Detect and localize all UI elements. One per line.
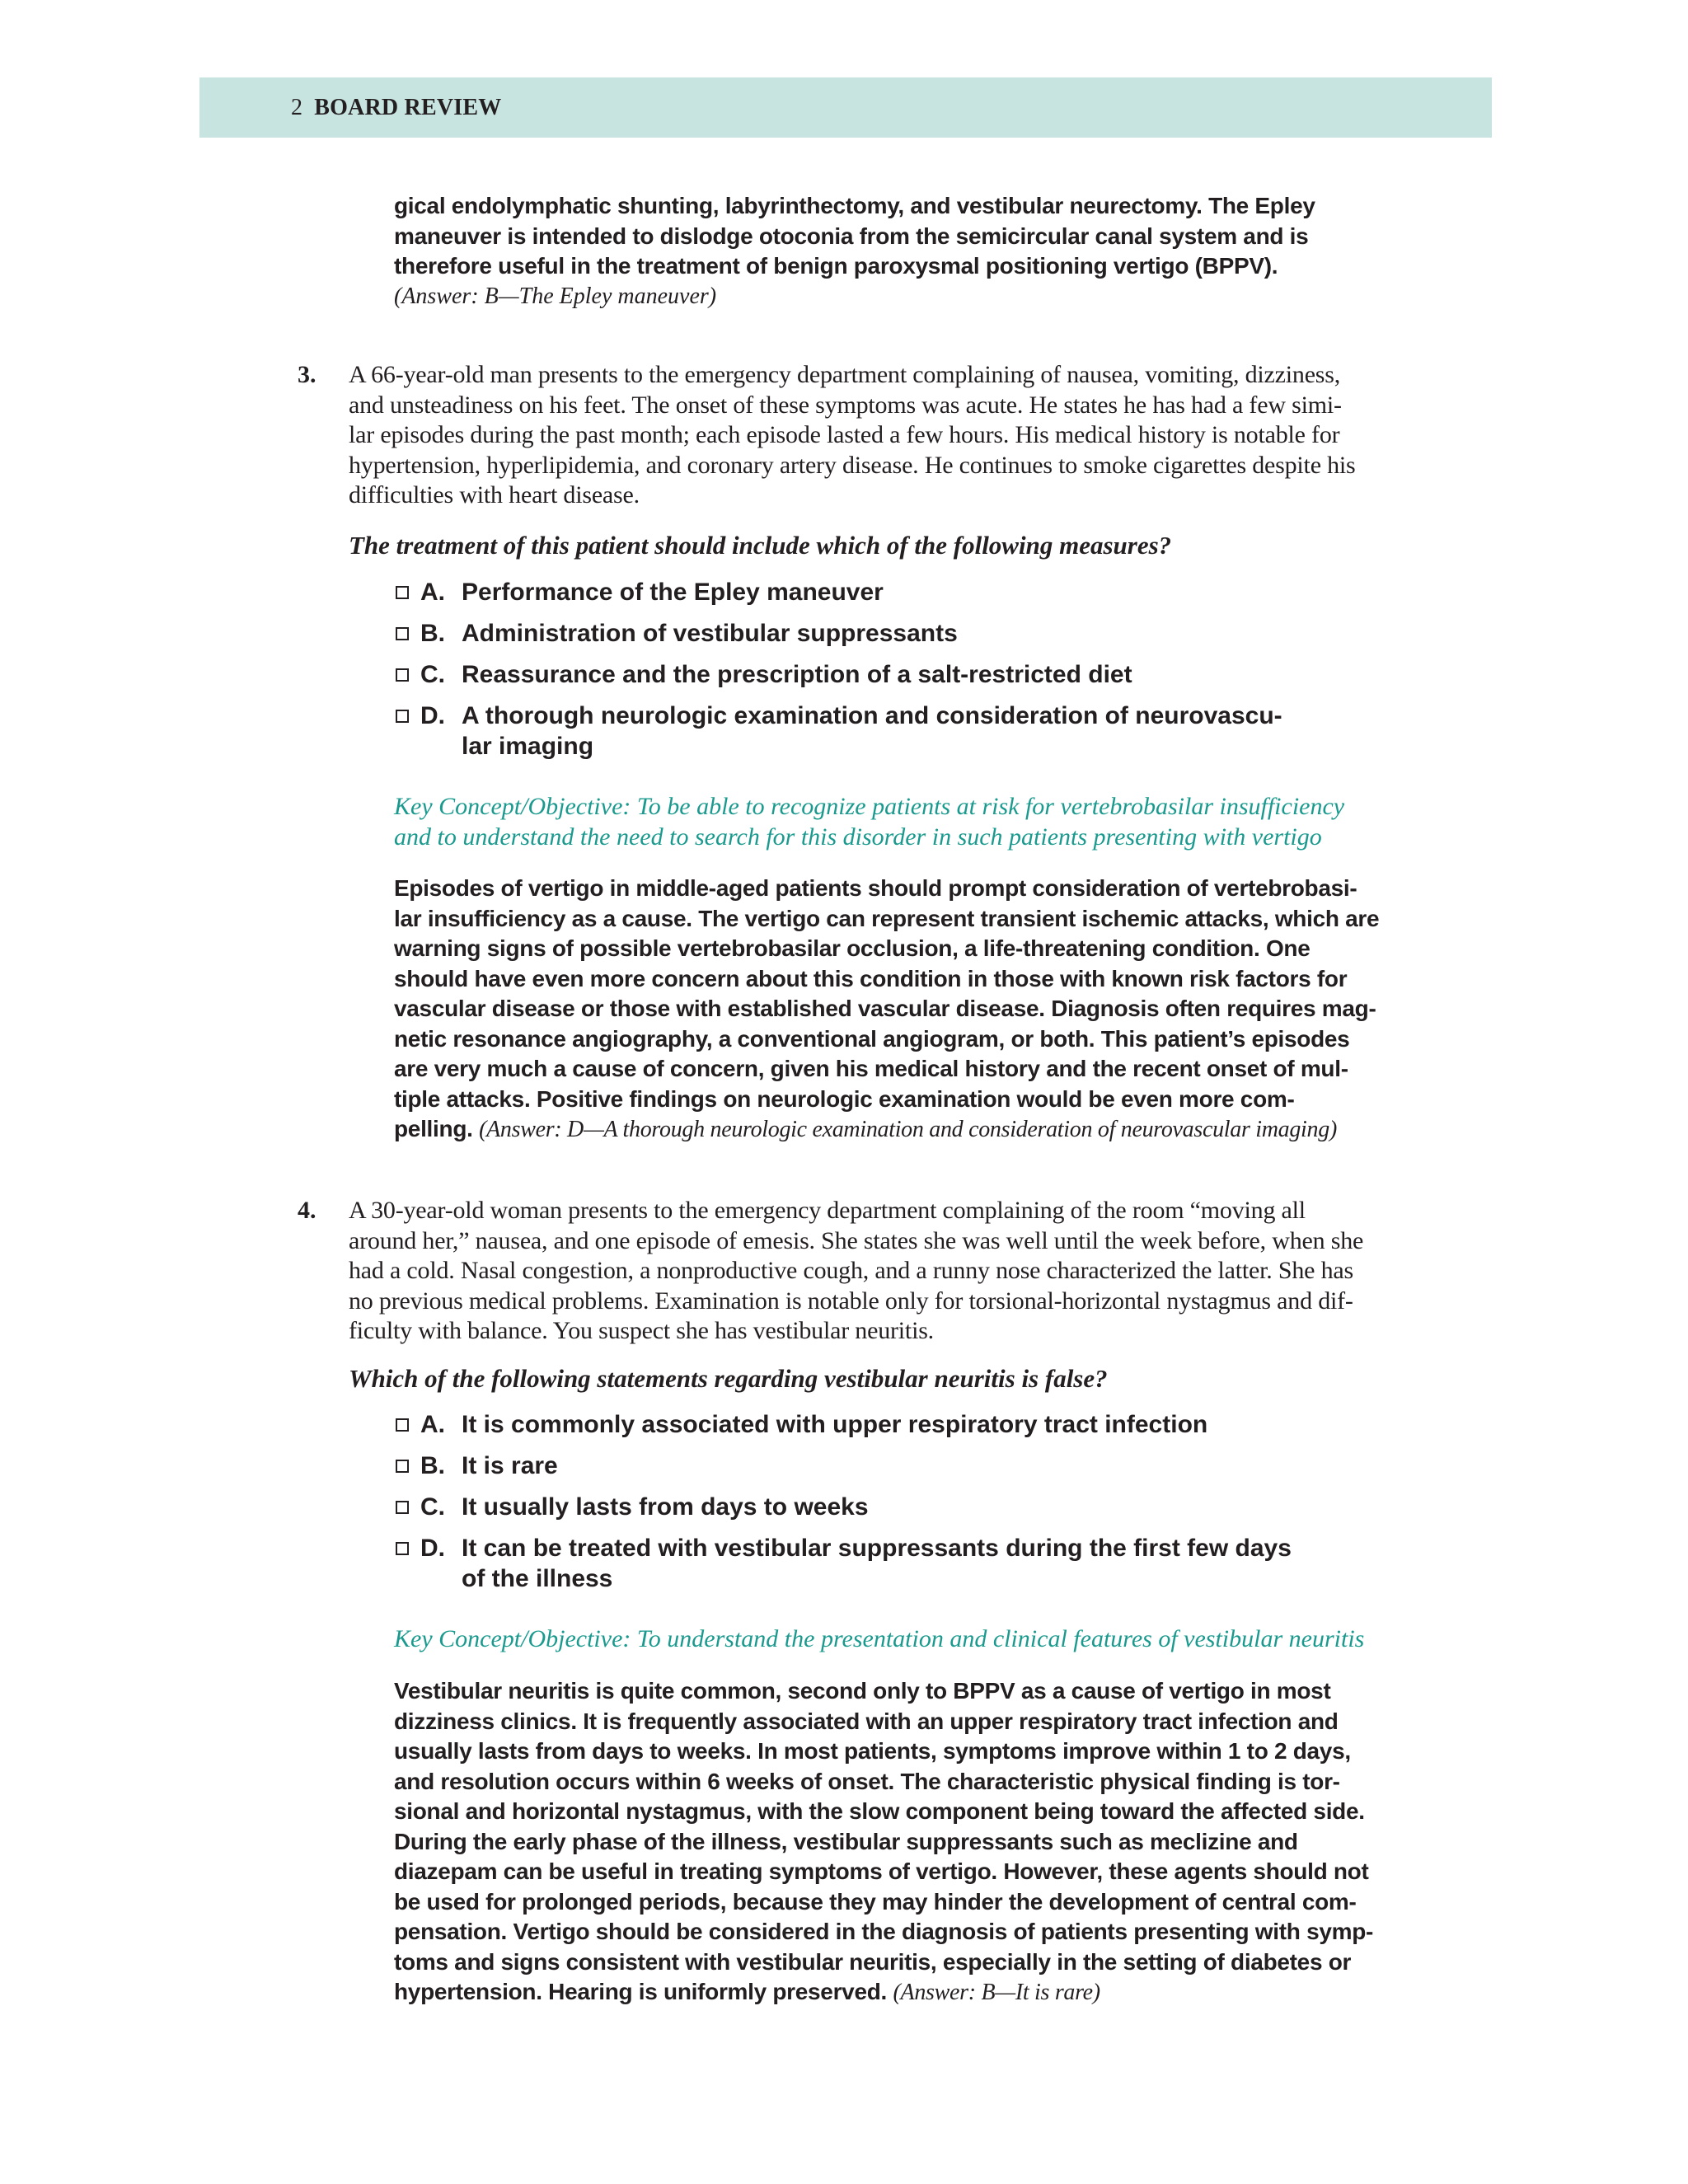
explanation-line: vascular disease or those with established vascular disease. Diagnosis often requires mag- [394, 996, 1376, 1021]
question-stem [349, 1196, 1490, 1347]
explanation-line: lar insufficiency as a cause. The vertigo can represent transient ischemic attacks, which are [394, 905, 1380, 931]
stem-line: around her,” nausea, and one episode of emesis. She states she was well until the week before, when she [349, 1226, 1364, 1254]
checkbox-icon[interactable] [396, 668, 409, 682]
explanation-line: should have even more concern about this condition in those with known risk factors for [394, 965, 1348, 991]
key-concept [394, 1624, 1482, 1655]
option-letter: D. [420, 702, 445, 729]
explanation-line: sional and horizontal nystagmus, with the slow component being toward the affected side. [394, 1798, 1365, 1824]
explanation-line: Vestibular neuritis is quite common, second only to BPPV as a cause of vertigo in most [394, 1678, 1331, 1704]
explanation-line: maneuver is intended to dislodge otoconia from the semicircular canal system and is [394, 223, 1309, 249]
stem-line: difficulties with heart disease. [349, 481, 640, 509]
stem-line: A 66-year-old man presents to the emergency department complaining of nausea, vomiting, dizziness, [349, 361, 1341, 388]
explanation-line: netic resonance angiography, a conventional angiogram, or both. This patient’s episodes [394, 1025, 1350, 1052]
explanation [394, 874, 1383, 1146]
explanation-line: diazepam can be useful in treating symptoms of vertigo. However, these agents should not [394, 1858, 1369, 1884]
explanation-line: and resolution occurs within 6 weeks of onset. The characteristic physical finding is tor- [394, 1768, 1340, 1794]
prev-answer: (Answer: B—The Epley maneuver) [394, 284, 717, 309]
key-concept-line: Key Concept/Objective: To be able to recognize patients at risk for vertebrobasilar insufficiency [394, 793, 1345, 820]
key-concept [394, 792, 1465, 852]
prev-explanation [394, 191, 1383, 282]
option-letter: C. [420, 661, 445, 688]
option-text-line: A thorough neurologic examination and consideration of neurovascu- [462, 702, 1282, 729]
key-concept-line: and to understand the need to search for this disorder in such patients presenting with vertigo [394, 823, 1322, 851]
question-number: 3. [298, 361, 316, 388]
option-letter: A. [420, 1411, 445, 1438]
checkbox-icon[interactable] [396, 1418, 409, 1432]
header-text [291, 93, 501, 123]
option-letter: A. [420, 579, 445, 606]
option-letter: C. [420, 1493, 445, 1521]
explanation-line: pensation. Vertigo should be considered in the diagnosis of patients presenting with symp- [394, 1919, 1374, 1944]
explanation-line: toms and signs consistent with vestibular neuritis, especially in the setting of diabetes or [394, 1948, 1352, 1975]
stem-line: had a cold. Nasal congestion, a nonproductive cough, and a runny nose characterized the latter. She has [349, 1257, 1353, 1284]
answer-text: (Answer: B—It is rare) [893, 1980, 1100, 2005]
option-text: Reassurance and the prescription of a salt-restricted diet [462, 661, 1132, 688]
explanation-line: be used for prolonged periods, because they may hinder the development of central com- [394, 1888, 1357, 1915]
checkbox-icon[interactable] [396, 1542, 409, 1555]
option-text-line: It can be treated with vestibular suppressants during the first few days [462, 1535, 1292, 1562]
explanation-line: gical endolymphatic shunting, labyrinthectomy, and vestibular neurectomy. The Epley [394, 193, 1315, 218]
question-prompt: The treatment of this patient should include which of the following measures? [349, 531, 1172, 560]
explanation-line: During the early phase of the illness, vestibular suppressants such as meclizine and [394, 1828, 1298, 1854]
option-letter: B. [420, 1452, 445, 1479]
checkbox-icon[interactable] [396, 627, 409, 640]
explanation-last-text: pelling. [394, 1116, 473, 1141]
explanation-line: are very much a cause of concern, given his medical history and the recent onset of mul- [394, 1056, 1348, 1081]
question-number: 4. [298, 1197, 316, 1224]
explanation-line: dizziness clinics. It is frequently associated with an upper respiratory tract infection and [394, 1708, 1339, 1734]
option-text: It usually lasts from days to weeks [462, 1493, 869, 1521]
option-text [462, 701, 1385, 762]
question-prompt: Which of the following statements regarding vestibular neuritis is false? [349, 1364, 1108, 1393]
answer-text: (Answer: D—A thorough neurologic examination and consideration of neurovascular imaging) [479, 1117, 1337, 1142]
explanation-line: therefore useful in the treatment of benign paroxysmal positioning vertigo (BPPV). [394, 253, 1278, 279]
question-stem [349, 360, 1490, 511]
explanation-last-text: hypertension. Hearing is uniformly preserved. [394, 1979, 888, 2004]
stem-line: ficulty with balance. You suspect she has vestibular neuritis. [349, 1317, 934, 1344]
option-letter: D. [420, 1535, 445, 1562]
option-letter: B. [420, 620, 445, 647]
explanation-line: warning signs of possible vertebrobasilar occlusion, a life-threatening condition. One [394, 935, 1311, 961]
checkbox-icon[interactable] [396, 1501, 409, 1514]
option-text-line: of the illness [462, 1564, 613, 1592]
checkbox-icon[interactable] [396, 1460, 409, 1473]
explanation-line: Episodes of vertigo in middle-aged patients should prompt consideration of vertebrobasi- [394, 875, 1357, 901]
stem-line: no previous medical problems. Examination is notable only for torsional-horizontal nystagmus and dif- [349, 1286, 1353, 1315]
checkbox-icon[interactable] [396, 710, 409, 723]
explanation [394, 1676, 1383, 2008]
stem-line: hypertension, hyperlipidemia, and coronary artery disease. He continues to smoke cigarettes despite his [349, 451, 1356, 479]
stem-line: and unsteadiness on his feet. The onset of these symptoms was acute. He states he has had a few simi- [349, 391, 1342, 419]
key-concept-line: Key Concept/Objective: To understand the presentation and clinical features of vestibular neuritis [394, 1625, 1365, 1652]
stem-line: lar episodes during the past month; each episode lasted a few hours. His medical history is notable for [349, 421, 1340, 448]
page-header [199, 77, 1492, 138]
section-title: BOARD REVIEW [314, 95, 502, 120]
option-text: It is rare [462, 1452, 558, 1479]
explanation-line: tiple attacks. Positive findings on neurologic examination would be even more com- [394, 1085, 1295, 1112]
explanation-line: usually lasts from days to weeks. In most patients, symptoms improve within 1 to 2 days, [394, 1738, 1351, 1764]
explanation-line [394, 1114, 1383, 1146]
option-text: It is commonly associated with upper respiratory tract infection [462, 1411, 1208, 1438]
option-text: Performance of the Epley maneuver [462, 579, 884, 606]
option-text: Administration of vestibular suppressants [462, 620, 958, 647]
explanation-line [394, 1977, 1383, 2008]
stem-line: A 30-year-old woman presents to the emergency department complaining of the room “moving all [349, 1197, 1306, 1224]
option-text [462, 1534, 1385, 1594]
checkbox-icon[interactable] [396, 586, 409, 599]
page-number: 2 [291, 95, 303, 120]
option-text-line: lar imaging [462, 732, 594, 760]
